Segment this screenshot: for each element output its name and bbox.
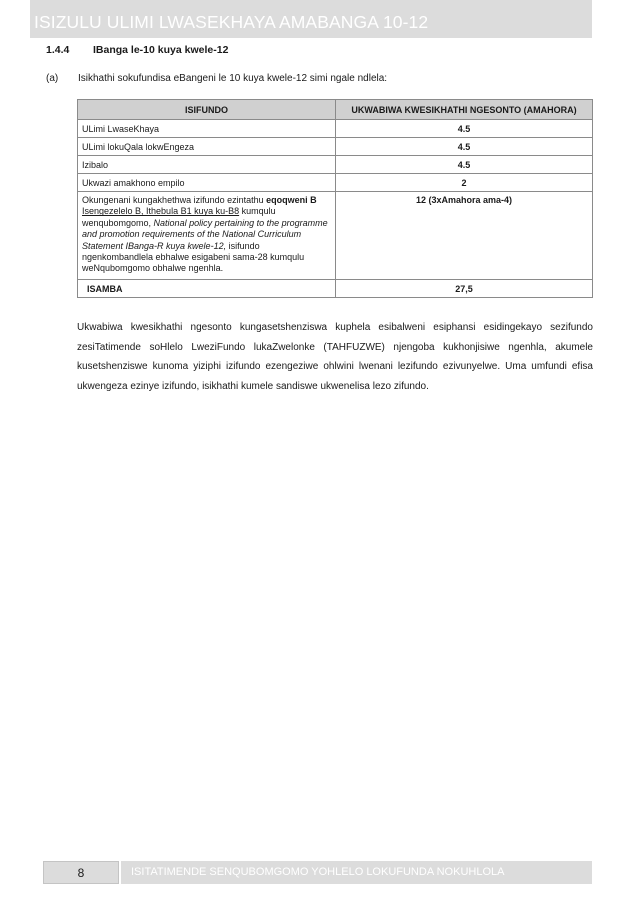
subject-cell: ULimi LwaseKhaya [78, 120, 336, 138]
elective-subject-cell [78, 192, 336, 280]
hours-cell: 2 [336, 174, 593, 192]
running-header-title: ISIZULU ULIMI LWASEKHAYA AMABANGA 10-12 [34, 12, 429, 32]
elective-annexure-reference: Isengezelelo B, Ithebula B1 kuya ku-B8 [82, 206, 240, 217]
table-row [78, 120, 593, 138]
subject-cell: Izibalo [78, 156, 336, 174]
table-header-row [78, 100, 593, 120]
elective-text-1: Okungenani kungakhethwa izifundo ezintathu [82, 195, 267, 205]
footer-page-box [43, 861, 119, 884]
column-header-hours: UKWABIWA KWESIKHATHI NGESONTO (AMAHORA) [336, 100, 593, 120]
footer-title: ISITATIMENDE SENQUBOMGOMO YOHLELO LOKUFUNDA NOKUHLOLA [131, 866, 505, 878]
table-total-row [78, 280, 593, 298]
item-label: (a) [46, 73, 59, 84]
table-row [78, 174, 593, 192]
elective-text-7: isifundo ngenkombandlela ebhalwe esigabeni sama-28 kumqulu weNqubomgomo obhalwe ngenhla. [82, 240, 305, 274]
column-header-subject: ISIFUNDO [78, 100, 336, 120]
elective-policy-title: National policy pertaining to the programme and promotion requirements of the National Curriculum Statement IBanga-R kuya kwele-12, [82, 217, 328, 251]
hours-cell: 4.5 [336, 120, 593, 138]
table-row [78, 138, 593, 156]
total-hours-cell: 27,5 [336, 280, 593, 298]
item-text: Isikhathi sokufundisa eBangeni le 10 kuya kwele-12 simi ngale ndlela: [78, 73, 388, 84]
elective-hours-cell: 12 (3xAmahora ama-4) [336, 192, 593, 280]
hours-cell: 4.5 [336, 156, 593, 174]
footer-band [121, 861, 592, 884]
subject-cell: Ukwazi amakhono empilo [78, 174, 336, 192]
total-label-cell: ISAMBA [78, 280, 336, 298]
table-row-elective [78, 192, 593, 280]
hours-cell: 4.5 [336, 138, 593, 156]
elective-text-5: kumqulu wenqubomgomo, [82, 206, 276, 228]
elective-text-2: eqoqweni B [266, 195, 317, 205]
page-number: 8 [77, 866, 85, 880]
section-number: 1.4.4 [46, 44, 70, 56]
subject-cell: ULimi lokuQala lokwEngeza [78, 138, 336, 156]
body-paragraph: Ukwabiwa kwesikhathi ngesonto kungasetshenziswa kuphela esibalweni esiphansi esidingekayo sezifundo zesiTatimende soHlelo LweziFundo lukaZwelonke (TAHFUZWE) njengoba kukhonjisiwe ngenhla, akumele kusetshenziswe kunoma yiziphi izifundo ezengeziwe ohlwini lwenani lezifundo ezivunyelwe. Uma umfundi efisa ukwengeza ezinye izifundo, isikhathi kumele sandiswe ukwenelisa lezo zifundo. [77, 322, 593, 392]
section-title: IBanga le-10 kuya kwele-12 [93, 44, 229, 56]
table-row [78, 156, 593, 174]
subjects-table [77, 99, 593, 298]
